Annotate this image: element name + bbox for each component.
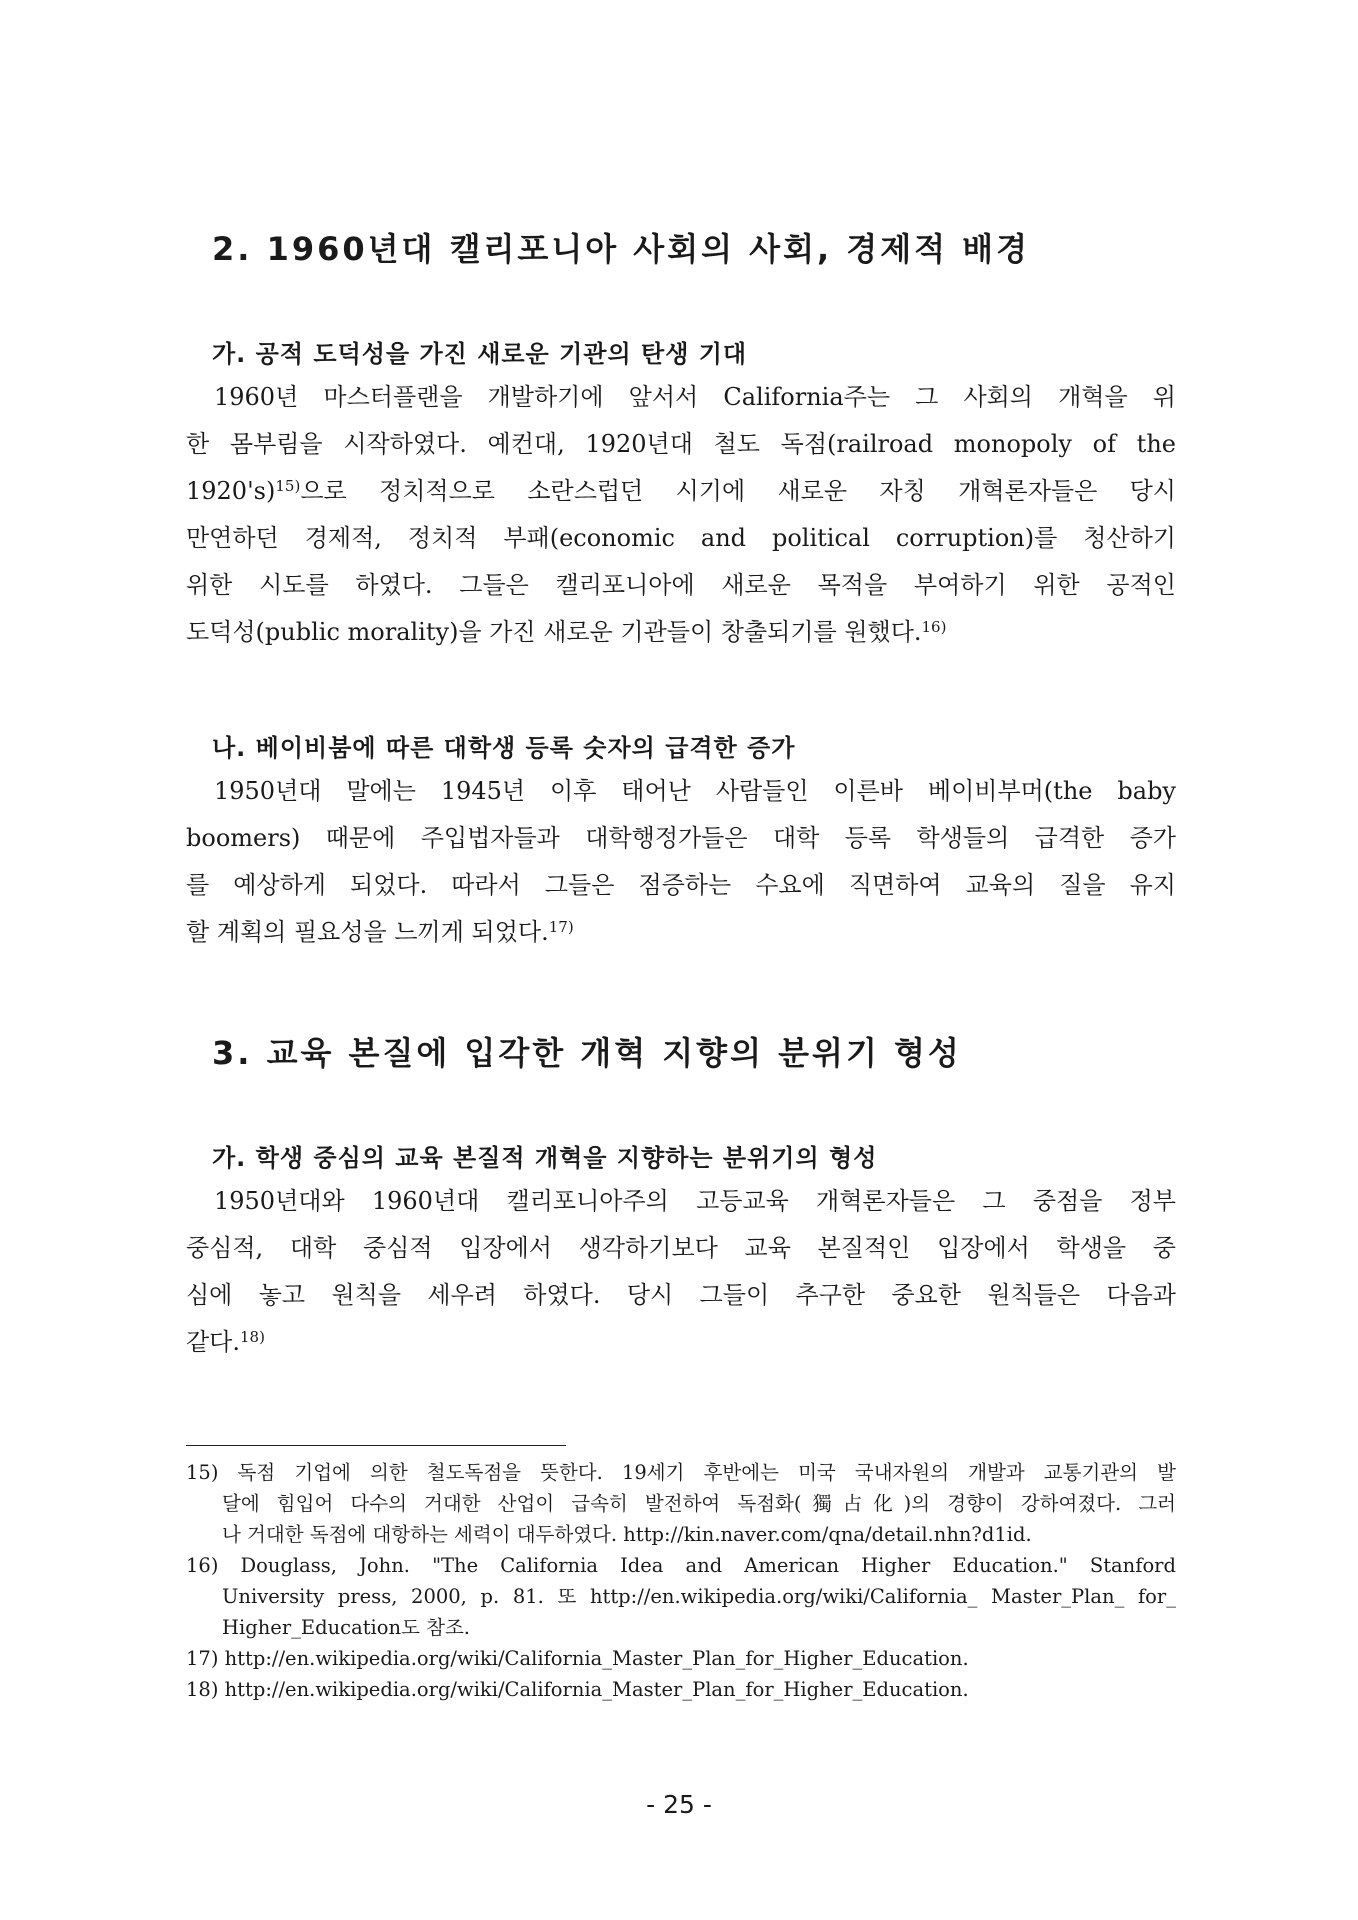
footnote-17: 17) http://en.wikipedia.org/wiki/California_Master_Plan_for_Higher_Education. [186,1647,969,1670]
paragraph-line: 1950년대와 1960년대 캘리포니아주의 고등교육 개혁론자들은 그 중점을 정부 [214,1187,1176,1215]
paragraph-line: 를 예상하게 되었다. 따라서 그들은 점증하는 수요에 직면하여 교육의 질을 유지 [186,871,1176,899]
paragraph-line: 같다.$^{18)}$ [186,1328,265,1356]
subsection-heading: 가. 공적 도덕성을 가진 새로운 기관의 탄생 기대 [212,340,748,368]
page-number: - 25 - [646,1790,712,1819]
footnote-ref[interactable]: 17) [548,918,574,936]
paragraph-line: 한 몸부림을 시작하였다. 예컨대, 1920년대 철도 독점(railroad monopoly of the [186,430,1176,458]
paragraph [186,374,1176,656]
footnote-15: 15) 독점 기업에 의한 철도독점을 뜻한다. 19세기 후반에는 미국 국내자원의 개발과 교통기관의 발 [186,1461,1176,1484]
footnote-16: University press, 2000, p. 81. 또 http://en.wikipedia.org/wiki/California_ Master_Plan_ for_ [222,1585,1176,1608]
footnote-15: 달에 힘입어 다수의 거대한 산업이 급속히 발전하여 독점화(獨占化)의 경향이 강하여졌다. 그러 [222,1492,1176,1515]
paragraph [186,1178,1176,1366]
footnotes [186,1457,1176,1705]
footnote-ref[interactable]: 18) [240,1328,265,1346]
footnote-15: 나 거대한 독점에 대항하는 세력이 대두하였다. http://kin.naver.com/qna/detail.nhn?d1id. [222,1523,1032,1546]
paragraph-line: 1960년 마스터플랜을 개발하기에 앞서서 California주는 그 사회의 개혁을 위 [214,383,1176,411]
footnote-divider [186,1445,566,1446]
footnote-18: 18) http://en.wikipedia.org/wiki/California_Master_Plan_for_Higher_Education. [186,1678,969,1701]
footnote-ref[interactable]: 16) [921,618,947,636]
paragraph-line: 도덕성(public morality)을 가진 새로운 기관들이 창출되기를 원했다.$^{16)}$ [186,618,947,646]
subsection-heading: 나. 베이비붐에 따른 대학생 등록 숫자의 급격한 증가 [212,734,796,762]
paragraph [186,768,1176,956]
section-heading: 3. 교육 본질에 입각한 개혁 지향의 분위기 형성 [212,1034,962,1072]
paragraph-line: 위한 시도를 하였다. 그들은 캘리포니아에 새로운 목적을 부여하기 위한 공적인 [186,571,1176,599]
paragraph-line: 1920's)$^{15)}$으로 정치적으로 소란스럽던 시기에 새로운 자칭 개혁론자들은 당시 [186,477,1176,505]
subsection-heading: 가. 학생 중심의 교육 본질적 개혁을 지향하는 분위기의 형성 [212,1144,878,1172]
paragraph-line: 만연하던 경제적, 정치적 부패(economic and political corruption)를 청산하기 [186,524,1176,552]
section-heading: 2. 1960년대 캘리포니아 사회의 사회, 경제적 배경 [212,230,1030,268]
paragraph-line: 할 계획의 필요성을 느끼게 되었다.$^{17)}$ [186,918,574,946]
paragraph-line: 심에 놓고 원칙을 세우려 하였다. 당시 그들이 추구한 중요한 원칙들은 다음과 [186,1281,1176,1309]
footnote-ref[interactable]: 15) [275,477,301,495]
paragraph-line: 중심적, 대학 중심적 입장에서 생각하기보다 교육 본질적인 입장에서 학생을 중 [186,1234,1176,1262]
footnote-16: Higher_Education도 참조. [222,1616,470,1639]
footnote-16: 16) Douglass, John. "The California Idea and American Higher Education." Stanford [186,1554,1176,1577]
paragraph-line: 1950년대 말에는 1945년 이후 태어난 사람들인 이른바 베이비부머(the baby [214,777,1176,805]
paragraph-line: boomers) 때문에 주입법자들과 대학행정가들은 대학 등록 학생들의 급격한 증가 [186,824,1176,852]
